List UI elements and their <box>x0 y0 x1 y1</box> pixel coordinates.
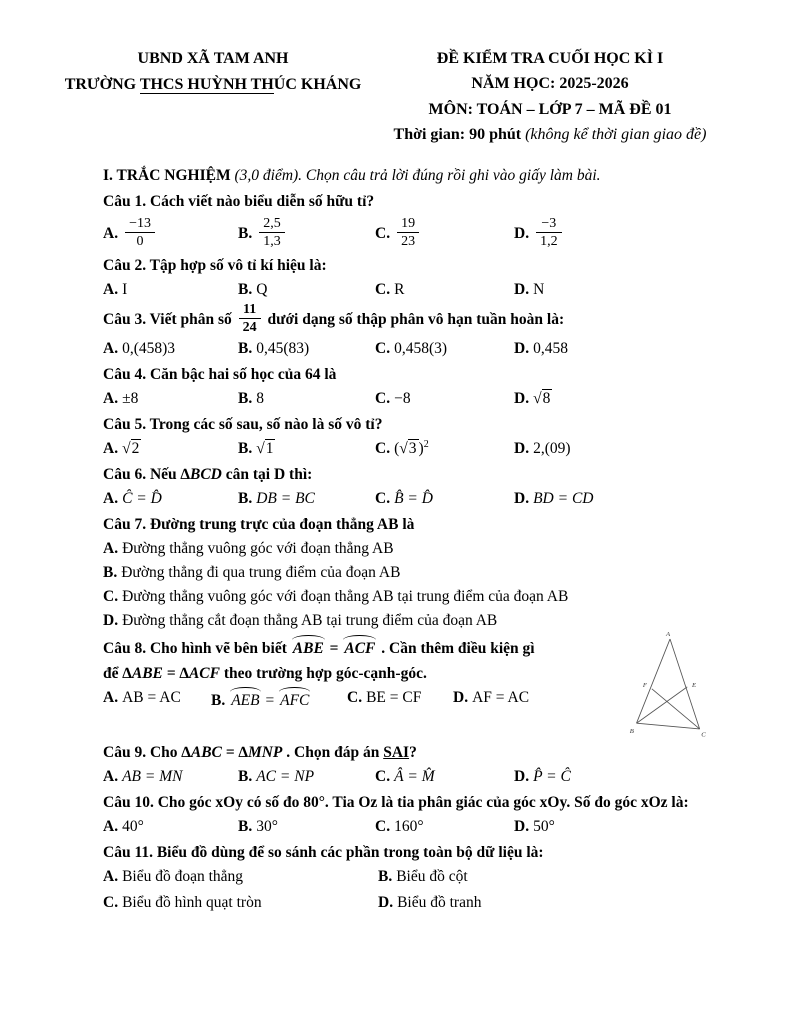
q9-option-a <box>103 766 238 788</box>
q2-option-c <box>375 279 514 301</box>
question-9 <box>103 742 732 788</box>
q8-option-a <box>103 687 211 712</box>
option-value: 0,458 <box>533 339 568 357</box>
option-value: P̂ = Ĉ <box>533 767 571 785</box>
option-key: C. <box>375 767 391 785</box>
option-key: D. <box>514 389 530 407</box>
sai-underlined: SAI <box>383 743 410 761</box>
option-key: C. <box>375 389 391 407</box>
q3-option-b <box>238 338 375 360</box>
q8-option-c <box>347 687 453 712</box>
q9-prompt: Câu 9. Cho ∆ABC = ∆MNP . Chọn đáp án SAI? <box>103 743 417 761</box>
option-key: D. <box>378 893 394 911</box>
angle-hat: ACF <box>342 635 377 660</box>
option-value: Ĉ = D̂ <box>122 489 162 507</box>
figure-label: C <box>701 731 706 739</box>
option-value: 30° <box>256 817 278 835</box>
q7-option-a <box>103 538 732 560</box>
q8-prompt-line2: để ∆ABE = ∆ACF theo trường hợp góc-cạnh-góc. <box>103 664 427 682</box>
option-value: 160° <box>394 817 424 835</box>
option-key: B. <box>211 691 226 709</box>
option-value: Đường thẳng cắt đoạn thẳng AB tại trung điểm của đoạn AB <box>122 611 498 629</box>
q9-option-d <box>514 766 732 788</box>
radicand: 2 <box>131 439 140 457</box>
q2-option-b <box>238 279 375 301</box>
option-key: A. <box>103 225 119 243</box>
exam-body <box>103 165 732 914</box>
denominator: 0 <box>136 234 144 250</box>
q2-option-a <box>103 279 238 301</box>
exam-title: ĐỀ KIỂM TRA CUỐI HỌC KÌ I <box>436 50 664 67</box>
q4-option-a <box>103 388 238 410</box>
option-value: 0,(458)3 <box>122 339 176 357</box>
q10-option-c <box>375 816 514 838</box>
q2-options <box>103 279 732 301</box>
triangle-equality: ∆ABC = ∆MNP <box>181 743 283 761</box>
radicand: 1 <box>265 439 274 457</box>
option-key: B. <box>238 339 253 357</box>
q6-option-d <box>514 488 732 510</box>
option-value: BE = CF <box>366 688 422 706</box>
q11-options-row2 <box>103 892 732 914</box>
q4-option-d <box>514 388 732 410</box>
option-value: 0,45(83) <box>256 339 310 357</box>
q3-option-d <box>514 338 732 360</box>
q10-prompt: Câu 10. Cho góc xOy có số đo 80°. Tia Oz là tia phân giác của góc xOy. Số đo góc xOz là: <box>103 793 689 811</box>
q4-option-c <box>375 388 514 410</box>
q5-options <box>103 438 732 460</box>
q9-option-c <box>375 766 514 788</box>
option-key: D. <box>514 439 530 457</box>
sqrt-radical <box>256 439 275 457</box>
angle-hat: AFC <box>278 687 311 712</box>
q11-prompt: Câu 11. Biểu đồ dùng để so sánh các phần trong toàn bộ dữ liệu là: <box>103 843 544 861</box>
triangle-name: ∆BCD <box>180 465 222 483</box>
denominator: 24 <box>242 320 257 336</box>
q10-option-a <box>103 816 238 838</box>
option-value: Biểu đồ tranh <box>397 893 482 911</box>
option-value: 2,(09) <box>533 439 571 457</box>
option-value: AB = MN <box>122 767 183 785</box>
q10-options <box>103 816 732 838</box>
option-value: Biểu đồ đoạn thẳng <box>122 867 244 885</box>
q9-option-b <box>238 766 375 788</box>
q4-prompt: Câu 4. Căn bậc hai số học của 64 là <box>103 365 337 383</box>
denominator: 23 <box>401 234 416 250</box>
q5-option-a <box>103 438 238 460</box>
option-key: D. <box>453 688 469 706</box>
question-6 <box>103 464 732 510</box>
q6-option-a <box>103 488 238 510</box>
radicand: 8 <box>542 389 551 407</box>
exam-subject: MÔN: TOÁN – LỚP 7 – MÃ ĐỀ 01 <box>428 100 672 118</box>
q11-option-d <box>378 892 732 914</box>
option-value: 50° <box>533 817 555 835</box>
option-key: D. <box>514 339 530 357</box>
option-value: I <box>122 280 128 298</box>
q6-option-b <box>238 488 375 510</box>
question-2 <box>103 255 732 301</box>
q7-prompt: Câu 7. Đường trung trực của đoạn thẳng AB là <box>103 515 415 533</box>
option-key: C. <box>375 489 391 507</box>
denominator: 1,2 <box>540 234 558 250</box>
option-key: B. <box>238 280 253 298</box>
q1-option-b <box>238 216 375 250</box>
denominator: 1,3 <box>263 234 281 250</box>
option-key: A. <box>103 280 119 298</box>
header-ubnd: UBND XÃ TAM ANH <box>137 50 289 67</box>
header-school-block <box>58 46 368 147</box>
triangle-figure <box>626 627 714 741</box>
q8-option-b: B. AEB = AFC <box>211 687 347 712</box>
q1-option-d <box>514 216 732 250</box>
option-key: B. <box>238 439 253 457</box>
q1-prompt: Câu 1. Cách viết nào biểu diễn số hữu tỉ? <box>103 193 375 211</box>
exam-header <box>58 46 732 147</box>
question-5 <box>103 414 732 460</box>
option-value: Â = M̂ <box>394 767 435 785</box>
option-value: R <box>394 280 405 298</box>
sqrt-radical <box>533 389 552 407</box>
option-key: A. <box>103 688 119 706</box>
option-value: Biểu đồ cột <box>396 867 468 885</box>
option-value: Đường thẳng vuông góc với đoạn thẳng AB <box>122 539 394 557</box>
fraction <box>259 216 285 250</box>
numerator: 2,5 <box>259 216 285 233</box>
angle-hat: ABE <box>291 635 326 660</box>
option-key: B. <box>238 817 253 835</box>
fraction <box>397 216 419 250</box>
option-key: C. <box>375 225 391 243</box>
q5-prompt: Câu 5. Trong các số sau, số nào là số vô tỉ? <box>103 415 383 433</box>
q6-option-c <box>375 488 514 510</box>
exam-duration: Thời gian: 90 phút (không kể thời gian giao đề) <box>393 125 707 143</box>
option-value: ±8 <box>122 389 139 407</box>
question-10 <box>103 792 732 838</box>
q5-option-c <box>375 438 514 460</box>
q9-options <box>103 766 732 788</box>
option-value: Đường thẳng vuông góc với đoạn thẳng AB tại trung điểm của đoạn AB <box>122 587 569 605</box>
numerator: 19 <box>397 216 419 233</box>
figure-label: F <box>642 681 648 689</box>
fraction <box>536 216 562 250</box>
option-key: A. <box>103 867 119 885</box>
q1-option-c <box>375 216 514 250</box>
option-value: Đường thẳng đi qua trung điểm của đoạn AB <box>121 563 401 581</box>
option-key: B. <box>238 489 253 507</box>
option-key: D. <box>514 489 530 507</box>
option-key: B. <box>238 767 253 785</box>
q10-option-b <box>238 816 375 838</box>
option-value: B̂ = D̂ <box>394 489 433 507</box>
question-3 <box>103 301 732 360</box>
option-key: C. <box>375 439 391 457</box>
question-11 <box>103 842 732 914</box>
q1-options <box>103 216 732 250</box>
option-key: A. <box>103 339 119 357</box>
section-title: I. TRẮC NGHIỆM (3,0 điểm). Chọn câu trả lời đúng rồi ghi vào giấy làm bài. <box>103 167 601 185</box>
option-key: B. <box>378 867 393 885</box>
option-key: A. <box>103 767 119 785</box>
option-key: C. <box>347 688 363 706</box>
sqrt-radical <box>122 439 141 457</box>
question-8 <box>103 630 732 739</box>
option-value: 8 <box>256 389 264 407</box>
header-school-name: TRƯỜNG THCS HUỲNH THÚC KHÁNG <box>64 76 362 94</box>
option-key: C. <box>103 893 119 911</box>
radicand: 3 <box>408 439 417 457</box>
option-key: A. <box>103 389 119 407</box>
option-value: AF = AC <box>472 688 530 706</box>
q6-options <box>103 488 732 510</box>
option-key: A. <box>103 817 119 835</box>
option-value: 40° <box>122 817 144 835</box>
option-key: C. <box>103 587 119 605</box>
question-4 <box>103 364 732 410</box>
angle-hat: AEB <box>229 687 261 712</box>
option-value: AC = NP <box>256 767 315 785</box>
header-exam-block <box>368 46 732 147</box>
q5-option-b <box>238 438 375 460</box>
q2-prompt: Câu 2. Tập hợp số vô tỉ kí hiệu là: <box>103 256 327 274</box>
option-key: A. <box>103 539 119 557</box>
option-value: −8 <box>394 389 411 407</box>
option-value: N <box>533 280 545 298</box>
option-value: Biểu đồ hình quạt tròn <box>122 893 262 911</box>
numerator: −13 <box>125 216 155 233</box>
option-key: D. <box>514 767 530 785</box>
figure-label: A <box>666 630 671 638</box>
q4-options <box>103 388 732 410</box>
q11-option-c <box>103 892 378 914</box>
option-key: B. <box>103 563 118 581</box>
q8-prompt-line1: Câu 8. Cho hình vẽ bên biết ABE = ACF . Cần thêm điều kiện gì <box>103 635 732 660</box>
q3-option-a <box>103 338 238 360</box>
option-key: B. <box>238 225 253 243</box>
q11-options-row1 <box>103 866 732 888</box>
q6-prompt: Câu 6. Nếu ∆BCD cân tại D thì: <box>103 465 313 483</box>
q3-prompt: Câu 3. Viết phân số $\frac{11}{24}$ dưới dạng số thập phân vô hạn tuần hoàn là: <box>103 301 565 336</box>
option-value: DB = BC <box>256 489 315 507</box>
q1-option-a <box>103 216 238 250</box>
option-key: D. <box>514 225 530 243</box>
q2-option-d <box>514 279 732 301</box>
option-key: B. <box>238 389 253 407</box>
q3-options <box>103 338 732 360</box>
option-key: D. <box>514 280 530 298</box>
question-1 <box>103 191 732 250</box>
q3-option-c <box>375 338 514 360</box>
sqrt-radical <box>399 439 418 457</box>
option-value: 0,458(3) <box>394 339 448 357</box>
triangle-equality: ∆ABE = ∆ACF <box>122 664 220 682</box>
q10-option-d <box>514 816 732 838</box>
figure-label: B <box>629 727 634 735</box>
option-key: C. <box>375 280 391 298</box>
option-key: C. <box>375 339 391 357</box>
option-key: A. <box>103 439 119 457</box>
q7-option-b <box>103 562 732 584</box>
option-key: D. <box>514 817 530 835</box>
option-key: C. <box>375 817 391 835</box>
figure-label: E <box>692 681 697 689</box>
exponent: 2 <box>423 438 429 450</box>
q11-option-a <box>103 866 378 888</box>
numerator: 11 <box>239 302 261 319</box>
option-value: Q <box>256 280 268 298</box>
exam-year: NĂM HỌC: 2025-2026 <box>471 75 629 93</box>
option-value: BD = CD <box>533 489 594 507</box>
paren-close: ) <box>418 439 424 457</box>
paren-open: ( <box>394 439 400 457</box>
numerator: −3 <box>536 216 562 233</box>
school-name-underline: THCS HUỲNH TH <box>139 76 274 94</box>
question-7 <box>103 514 732 632</box>
q11-option-b <box>378 866 732 888</box>
option-key: A. <box>103 489 119 507</box>
option-key: D. <box>103 611 119 629</box>
option-value: AB = AC <box>122 688 181 706</box>
q7-option-c <box>103 586 732 608</box>
q5-option-d <box>514 438 732 460</box>
fraction <box>239 302 261 336</box>
q4-option-b <box>238 388 375 410</box>
fraction <box>125 216 155 250</box>
